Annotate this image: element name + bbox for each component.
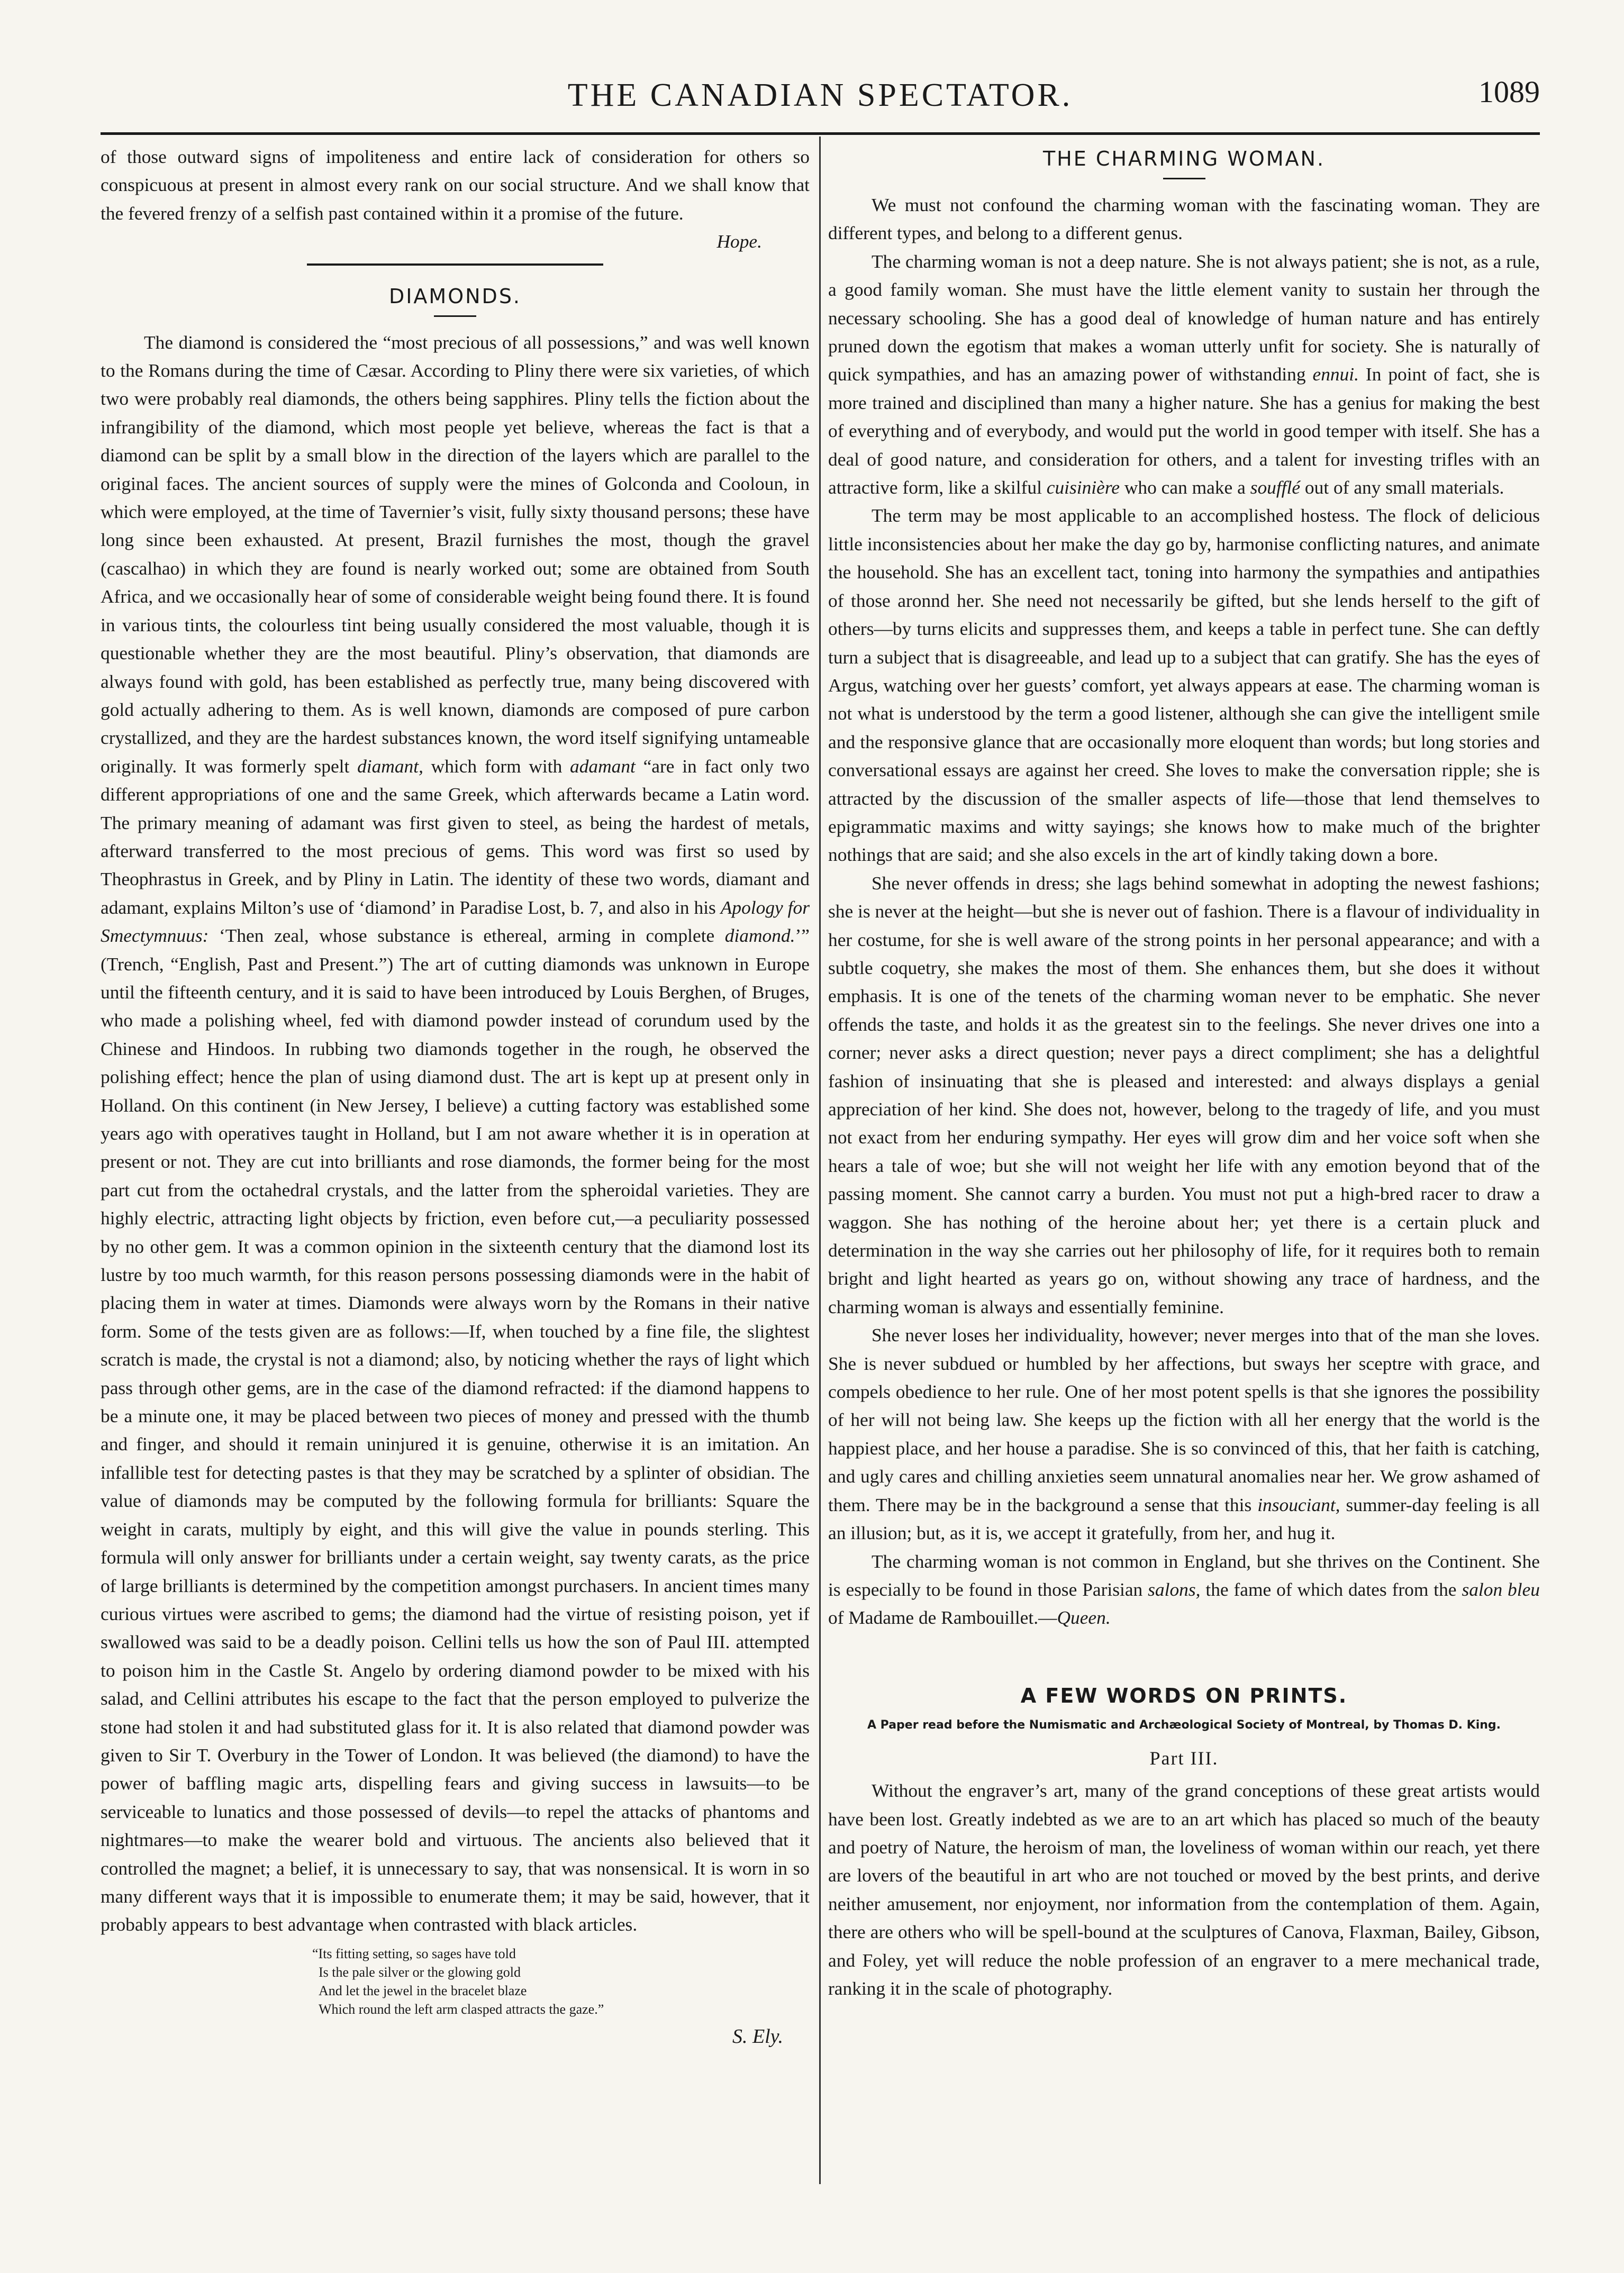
charming-paragraph-1: We must not confound the charming woman with the fascinating woman. They are different types, and belong to a different genus. [828, 194, 1540, 244]
diamonds-heading: DIAMONDS. [388, 284, 522, 308]
heading-rule [1163, 178, 1205, 179]
column-divider [819, 137, 821, 2184]
intro-paragraph: of those outward signs of impoliteness and entire lack of consideration for others so conspicuous at present in almost every rank on our social structure. And we shall know that the fevered frenzy of a selfish past contained within it a promise of the future. [101, 146, 810, 224]
intro-signature: Hope. [716, 231, 762, 252]
page-number: 1089 [1478, 75, 1540, 109]
intro-signature-line [101, 228, 810, 256]
verse-line: Is the pale silver or the glowing gold [319, 1964, 521, 1980]
masthead [101, 74, 1540, 116]
charming-paragraph-5: She never loses her individuality, however; never merges into that of the man she loves. She is never subdued or humbled by her affections, but sways her sceptre with grace, and compels obedience to her rule. One of her most potent spells is that she ignores the possibility of her will not being law. She keeps up the fiction with all her energy that the world is the happiest place, and her house a paradise. She is so convinced of this, that her faith is catching, and ugly cares and chilling anxieties seem unnatural anomalies near her. We grow ashamed of them. There may be in the background a sense that this insouciant, summer-day feeling is all an illusion; but, as it is, we accept it gratefully, from her, and hug it. [828, 1324, 1540, 1544]
verse-line: And let the jewel in the bracelet blaze [319, 1983, 527, 1998]
prints-heading: A FEW WORDS ON PRINTS. [1020, 1684, 1348, 1707]
charming-woman-heading: THE CHARMING WOMAN. [1042, 147, 1326, 170]
section-rule [307, 263, 603, 266]
heading-rule [434, 315, 476, 317]
charming-paragraph-3: The term may be most applicable to an accomplished hostess. The flock of delicious little inconsistencies about her make the day go by, harmonise conflicting natures, and animate the household. She has an excellent tact, toning into harmony the sympathies and antipathies of those aronnd her. She need not necessarily be gifted, but she lends herself to the gift of others—by turns elicits and suppresses them, and keeps a table in perfect tune. She can deftly turn a subject that is disagreeable, and lead up to a subject that can gratify. She has the eyes of Argus, watching over her guests’ comfort, yet always appears at ease. The charming woman is not what is understood by the term a good listener, although she can give the intelligent smile and the responsive glance that are occasionally more eloquent than words; but long stories and conversational essays are against her creed. She loves to make the conversation ripple; she is attracted by the discussion of the smaller aspects of life—those that lend themselves to epigrammatic maxims and witty sayings; she knows how to make much of the brighter nothings that are said; and she also excels in the art of kindly taking down a bore. [828, 505, 1540, 866]
verse-line: Which round the left arm clasped attracts the gaze.” [319, 2001, 604, 2017]
diamonds-paragraph: The diamond is considered the “most precious of all possessions,” and was well known to the Romans during the time of Cæsar. According to Pliny there were six varieties, of which two were probably real diamonds, the others being sapphires. Pliny tells the fiction about the infrangibility of the diamond, which most people yet believe, whereas the fact is that a diamond can be split by a small blow in the direction of the layers which are parallel to the original faces. The ancient sources of supply were the mines of Golconda and Cooloun, in which were employed, at the time of Tavernier’s visit, fully sixty thousand persons; these have long since been exhausted. At present, Brazil furnishes the most, though the gravel (cascalhao) in which they are found is nearly worked out; some are obtained from South Africa, and we occasionally hear of some of considerable weight being found there. It is found in various tints, the colourless tint being usually considered the most valuable, though it is questionable whether they are the most beautiful. Pliny’s observation, that diamonds are always found with gold, has been established as perfectly true, many being discovered with gold actually adhering to them. As is well known, diamonds are composed of pure carbon crystallized, and they are the hardest substances known, the word itself signifying untameable originally. It was formerly spelt diamant, which form with adamant “are in fact only two different appropriations of one and the same Greek, which afterwards became a Latin word. The primary meaning of adamant was first given to steel, as being the hardest of metals, afterward transferred to the most precious of gems. This word was first so used by Theophrastus in Greek, and by Pliny in Latin. The identity of these two words, diamant and adamant, explains Milton’s use of ‘diamond’ in Paradise Lost, b. 7, and also in his Apology for Smectymnuus: ‘Then zeal, whose substance is ethereal, arming in complete diamond.’” (Trench, “English, Past and Present.”) The art of cutting diamonds was unknown in Europe until the fifteenth century, and it is said to have been introduced by Louis Berghen, of Bruges, who made a polishing wheel, fed with diamond powder instead of corundum used by the Chinese and Hindoos. In rubbing two diamonds together in the rough, he observed the polishing effect; hence the plan of using diamond dust. The art is kept up at present only in Holland. On this continent (in New Jersey, I believe) a cutting factory was established some years ago with operatives taught in Holland, but I am not aware whether it is in operation at present or not. They are cut into brilliants and rose diamonds, the former being for the most part cut from the octahedral crystals, and the latter from the spheroidal varieties. They are highly electric, attracting light objects by friction, even before cut,—a peculiarity possessed by no other gem. It was a common opinion in the sixteenth century that the diamond lost its lustre by too much warmth, for this reason persons possessing diamonds were in the habit of placing them in water at times. Diamonds were always worn by the Romans in their native form. Some of the tests given are as follows:—If, when touched by a fine file, the slightest scratch is made, the crystal is not a diamond; also, by noticing whether the rays of light which pass through other gems, are in the case of the diamond refracted: if the diamond happens to be a minute one, it may be placed between two pieces of money and pressed with the thumb and finger, and should it remain uninjured it is genuine, otherwise it is an imitation. An infallible test for detecting pastes is that they may be scratched by a splinter of obsidian. The value of diamonds may be computed by the following formula for brilliants: Square the weight in carats, multiply by eight, and this will give the value in pounds sterling. This formula will only answer for brilliants under a certain weight, say twenty carats, as the price of large brilliants is determined by the competition amongst purchasers. In ancient times many curious virtues were ascribed to gems; the diamond had the virtue of resisting poison, yet if swallowed was said to be a deadly poison. Cellini tells us how the son of Paul III. attempted to poison him in the Castle St. Angelo by ordering diamond powder to be mixed with his salad, and Cellini attributes his escape to the fact that the person employed to pulverize the stone had stolen it and had substituted glass for it. It is also related that diamond powder was given to Sir T. Overbury in the Tower of London. It was believed (the diamond) to have the power of baffling magic arts, dispelling fears and giving success in lawsuits—to be serviceable to lunatics and those possessed of devils—to repel the attacks of phantoms and nightmares—to make the wearer bold and virtuous. The ancients also believed that it controlled the magnet; a belief, it is unnecessary to say, that was nonsensical. It is worn in so many different ways that it is impossible to enumerate them; it may be said, however, that it probably appears to best advantage when contrasted with black articles. [101, 331, 810, 1935]
right-column [828, 143, 1540, 2003]
publication-title: THE CANADIAN SPECTATOR. [567, 77, 1073, 113]
left-column [101, 143, 810, 2051]
verse-line: “Its fitting setting, so sages have told [312, 1945, 516, 1961]
charming-paragraph-4: She never offends in dress; she lags behind somewhat in adopting the newest fashions; she is never at the height—but she is never out of fashion. There is a flavour of individuality in her costume, for she is well aware of the strong points in her personal appearance; and with a subtle coquetry, she makes the most of them. She enhances them, but she does it without emphasis. It is one of the tenets of the charming woman never to be emphatic. She never offends the taste, and holds it as the greatest sin to the feelings. She never drives one into a corner; never asks a direct question; never pays a direct compliment; she has a delightful fashion of insinuating that she is pleased and interested: and always displays a genial appreciation of her kind. She does not, however, belong to the tragedy of life, and you must not exact from her enduring sympathy. Her eyes will grow dim and her voice soft when she hears a tale of woe; but she will not weight her life with any emotion beyond that of the passing moment. She cannot carry a burden. You must not put a high-bred racer to draw a waggon. She has nothing of the heroine about her; yet there is a certain pluck and determination in the way she carries out her philosophy of life, for it requires both to remain bright and light hearted as years go on, without showing any trace of hardness, and the charming woman is always and essentially feminine. [828, 872, 1540, 1317]
prints-paragraph: Without the engraver’s art, many of the grand conceptions of these great artists would have been lost. Greatly indebted as we are to an art which has placed so much of the beauty and poetry of Nature, the heroism of man, the loveliness of woman within our reach, yet there are lovers of the beautiful in art who are not touched or moved by the best prints, and derive neither amusement, nor enjoyment, nor information from the contemplation of them. Again, there are others who will be spell-bound at the sculptures of Canova, Flaxman, Bailey, Gibson, and Foley, yet will reduce the noble profession of an engraver to a mere mechanical trade, ranking it in the scale of photography. [828, 1780, 1540, 1999]
header-rule [101, 132, 1540, 135]
charming-paragraph-2: The charming woman is not a deep nature. She is not always patient; she is not, as a rule, a good family woman. She must have the little element vanity to sustain her through the necessary schooling. She has a good deal of knowledge of human nature and has entirely pruned down the egotism that makes a woman utterly unfit for society. She is naturally of quick sympathies, and has an amazing power of withstanding ennui. In point of fact, she is more trained and disciplined than many a higher nature. She has a genius for making the best of everything and of everybody, and would put the world in good temper with itself. She has a deal of good nature, and consideration for others, and a talent for investing trifles with an attractive form, like a skilful cuisinière who can make a soufflé out of any small materials. [828, 250, 1540, 498]
prints-part-label: Part III. [1149, 1747, 1219, 1769]
prints-subtitle: A Paper read before the Numismatic and Archæological Society of Montreal, by Thomas D. King. [867, 1718, 1501, 1732]
diamonds-author: S. Ely. [732, 2025, 783, 2048]
verse-quote [312, 1944, 810, 2019]
charming-paragraph-6: The charming woman is not common in England, but she thrives on the Continent. She is especially to be found in those Parisian salons, the fame of which dates from the salon bleu of Madame de Rambouillet.—Queen. [828, 1550, 1540, 1629]
